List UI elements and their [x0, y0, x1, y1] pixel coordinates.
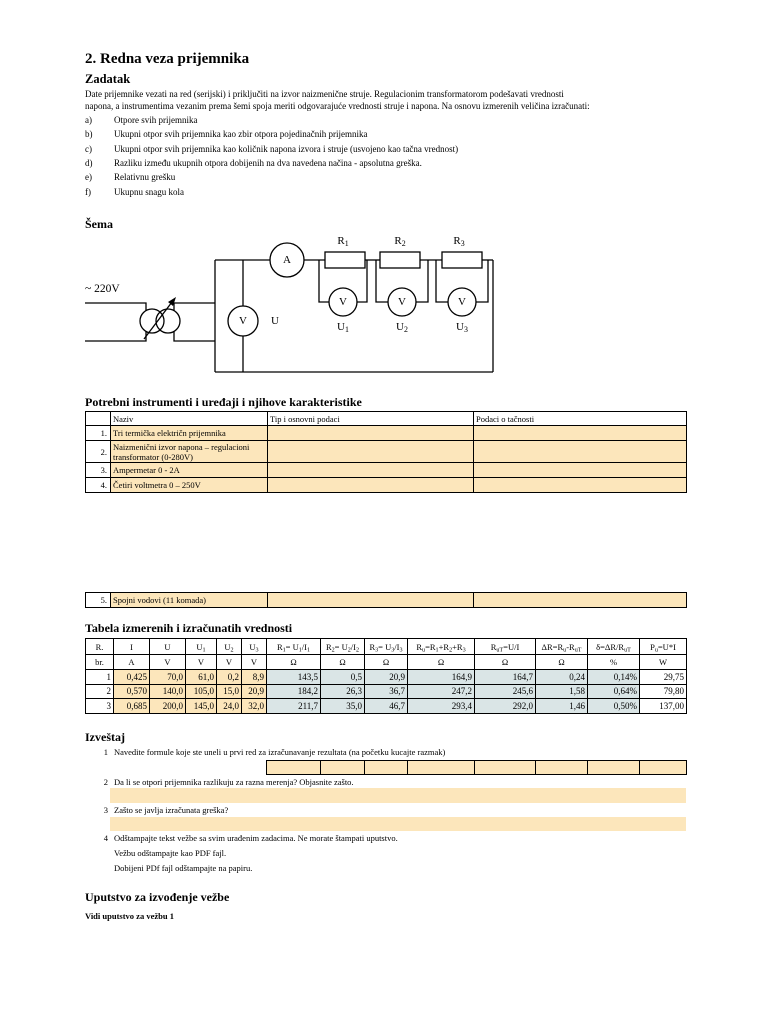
transformer-output-bottom	[174, 331, 215, 341]
task-item-text: Otpore svih prijemnika	[114, 115, 198, 125]
header-cell	[186, 639, 217, 655]
label-base: U	[396, 321, 404, 333]
table-row	[86, 426, 687, 441]
formula-input-cell[interactable]	[408, 761, 475, 775]
subscript: 3	[375, 647, 379, 654]
header-text: /I	[394, 641, 400, 652]
task-item-letter: c)	[85, 144, 92, 154]
label-subscript: 2	[404, 325, 408, 335]
measured-value-cell[interactable]: 0,570	[114, 684, 150, 699]
header-text: ΔR=R	[541, 641, 564, 652]
header-row-quantities	[86, 639, 687, 655]
label-subscript: 2	[401, 239, 406, 249]
voltage-u3-label	[452, 320, 472, 334]
calculated-value-cell: 46,7	[365, 699, 408, 714]
unit-cell: Ω	[365, 655, 408, 670]
formula-input-cell[interactable]	[475, 761, 536, 775]
subscript: uT	[496, 647, 504, 654]
report-item-number: 4	[103, 833, 108, 843]
calculated-value-cell: 0,5	[321, 670, 365, 685]
header-text: = U	[285, 641, 299, 652]
unit-cell: br.	[86, 655, 114, 670]
calculated-value-cell: 0,64%	[588, 684, 640, 699]
type-header-cell: Tip i osnovni podaci	[268, 412, 474, 426]
report-item-number: 3	[103, 805, 108, 815]
label-subscript: 3	[460, 239, 465, 249]
row-number-cell: 3	[86, 699, 114, 714]
transformer-output-top	[174, 303, 215, 311]
unit-cell: Ω	[408, 655, 475, 670]
task-item-letter: e)	[85, 172, 92, 182]
instrument-accuracy-cell[interactable]	[474, 426, 687, 441]
header-text: +R	[452, 641, 463, 652]
unit-cell: Ω	[321, 655, 365, 670]
table-row	[86, 670, 687, 685]
table-row	[86, 478, 687, 493]
measured-value-cell[interactable]: 32,0	[242, 699, 267, 714]
instrument-type-cell[interactable]	[268, 478, 474, 493]
resistor-r2-label	[390, 234, 410, 248]
power-value-cell: 137,00	[640, 699, 687, 714]
instrument-name-line: Ampermetar 0 - 2A	[113, 465, 180, 475]
header-text: R	[416, 641, 422, 652]
subscript: 2	[230, 647, 234, 654]
header-text: R	[490, 641, 497, 652]
report-question: Navedite formule koje ste uneli u prvi red za izračunavanje rezultata (na početku kucajte razmak)	[114, 747, 446, 757]
instruments-heading: Potrebni instrumenti i uređaji i njihove karakteristike	[85, 395, 362, 409]
header-cell	[536, 639, 588, 655]
calculated-value-cell: 0,50%	[588, 699, 640, 714]
header-text: P	[650, 641, 655, 652]
report-question: Zašto se javlja izračunata greška?	[114, 805, 229, 815]
task-item-text: Ukupnu snagu kola	[114, 187, 184, 197]
answer-row	[267, 761, 687, 775]
label-base: U	[337, 321, 345, 333]
formula-input-cell[interactable]	[365, 761, 408, 775]
measured-value-cell[interactable]: 15,0	[217, 684, 242, 699]
unit-cell: V	[217, 655, 242, 670]
calculated-value-cell: 26,3	[321, 684, 365, 699]
header-text: -R	[566, 641, 575, 652]
subscript: 3	[391, 647, 395, 654]
calculated-value-cell: 164,9	[408, 670, 475, 685]
header-text: =R	[425, 641, 436, 652]
task-intro-line-1: Date prijemnike vezati na red (serijski) i priključiti na izvor naizmenične struje. Regulacionim transformatorom podešavati vrednosti	[85, 89, 564, 99]
measurements-heading: Tabela izmerenih i izračunatih vrednosti	[85, 621, 293, 635]
label-base: R	[453, 235, 461, 247]
header-cell	[267, 639, 321, 655]
task-item-letter: d)	[85, 158, 93, 168]
accuracy-header-cell: Podaci o tačnosti	[474, 412, 687, 426]
instrument-type-cell[interactable]	[268, 593, 474, 608]
header-cell	[242, 639, 267, 655]
transformer-secondary-coil	[156, 309, 180, 333]
formula-answer-row	[266, 760, 687, 775]
header-cell	[588, 639, 640, 655]
source-wire-top	[85, 303, 146, 311]
table-row	[86, 684, 687, 699]
task-item-letter: b)	[85, 129, 93, 139]
task-item-letter: f)	[85, 187, 91, 197]
unit-cell: %	[588, 655, 640, 670]
row-number-cell: 5.	[86, 593, 111, 608]
voltage-u2-label	[392, 320, 412, 334]
label-subscript: 1	[344, 239, 349, 249]
measured-value-cell[interactable]: 200,0	[150, 699, 186, 714]
unit-cell: Ω	[475, 655, 536, 670]
voltmeter-u2-label: V	[398, 296, 406, 308]
table-row	[86, 699, 687, 714]
voltmeter-u1-wire	[319, 260, 329, 302]
instruments-table	[85, 411, 687, 493]
subscript: u	[563, 647, 567, 654]
instrument-accuracy-cell[interactable]	[474, 593, 687, 608]
calculated-value-cell: 211,7	[267, 699, 321, 714]
header-cell	[408, 639, 475, 655]
formula-input-cell[interactable]	[640, 761, 687, 775]
resistor-r3	[442, 252, 482, 268]
table-header-row	[86, 412, 687, 426]
measured-value-cell[interactable]: 61,0	[186, 670, 217, 685]
source-voltmeter-label: V	[239, 315, 247, 327]
measured-value-cell[interactable]: 8,9	[242, 670, 267, 685]
measured-value-cell[interactable]: 145,0	[186, 699, 217, 714]
calculated-value-cell: 36,7	[365, 684, 408, 699]
header-cell	[86, 639, 114, 655]
formula-input-cell[interactable]	[321, 761, 365, 775]
scheme-heading: Šema	[85, 217, 113, 231]
unit-cell: Ω	[267, 655, 321, 670]
voltmeter-u1-label: V	[339, 296, 347, 308]
report-instruction-line: Vežbu odštampajte kao PDF fajl.	[114, 848, 227, 858]
header-text: /I	[350, 641, 356, 652]
table-row	[86, 441, 687, 463]
task-heading: Zadatak	[85, 72, 131, 86]
number-header-cell	[86, 412, 111, 426]
header-cell	[365, 639, 408, 655]
row-number-cell: 1.	[86, 426, 111, 441]
header-text: U	[196, 641, 203, 652]
instrument-name-line: Tri termička električn prijemnika	[113, 428, 226, 438]
measured-value-cell[interactable]: 24,0	[217, 699, 242, 714]
report-item-number: 2	[103, 777, 108, 787]
subscript: 2	[449, 647, 453, 654]
row-number-cell: 2	[86, 684, 114, 699]
label-subscript: 1	[345, 325, 349, 335]
report-item-number: 1	[103, 747, 108, 757]
header-text: U	[249, 641, 256, 652]
header-text: R	[276, 641, 283, 652]
instrument-name-line: Naizmenični izvor napona – regulacioni	[113, 441, 250, 452]
report-instruction: Odštampajte tekst vežbe sa svim urađenim zadacima. Ne morate štampati uputstvo.	[114, 833, 398, 843]
row-number-cell: 4.	[86, 478, 111, 493]
resistor-r2	[380, 252, 420, 268]
header-cell	[114, 639, 150, 655]
voltage-u1-label	[333, 320, 353, 334]
instrument-accuracy-cell[interactable]	[474, 463, 687, 478]
label-base: R	[337, 235, 345, 247]
header-text: = U	[378, 641, 392, 652]
header-text: R	[369, 641, 376, 652]
unit-cell: V	[150, 655, 186, 670]
circuit-diagram	[80, 228, 500, 378]
resistor-r1-label	[333, 234, 353, 248]
row-number-cell: 2.	[86, 441, 111, 463]
voltmeter-u2-wire	[416, 260, 428, 302]
subscript: u	[422, 647, 426, 654]
instrument-accuracy-cell[interactable]	[474, 478, 687, 493]
calculated-value-cell: 245,6	[475, 684, 536, 699]
measured-value-cell[interactable]: 0,685	[114, 699, 150, 714]
instrument-name-line: transformator (0-280V)	[113, 451, 194, 462]
calculated-value-cell: 292,0	[475, 699, 536, 714]
header-text: =U/I	[503, 641, 520, 652]
instrument-type-cell[interactable]	[268, 463, 474, 478]
header-text: /I	[301, 641, 307, 652]
subscript: u	[654, 647, 658, 654]
calculated-value-cell: 1,58	[536, 684, 588, 699]
calculated-value-cell: 35,0	[321, 699, 365, 714]
calculated-value-cell: 0,14%	[588, 670, 640, 685]
subscript: 1	[307, 647, 311, 654]
task-item-text: Ukupni otpor svih prijemnika kao količnik napona izvora i struje (usvojeno kao tačna vrednost)	[114, 144, 459, 154]
subscript: 2	[331, 647, 335, 654]
measured-value-cell[interactable]: 140,0	[150, 684, 186, 699]
calculated-value-cell: 1,46	[536, 699, 588, 714]
subscript: uT	[574, 647, 582, 654]
task-item-letter: a)	[85, 115, 92, 125]
subscript: 2	[347, 647, 351, 654]
calculated-value-cell: 293,4	[408, 699, 475, 714]
label-base: U	[456, 321, 464, 333]
header-text: U	[164, 641, 171, 652]
header-text: I	[130, 641, 133, 652]
resistor-r3-label	[449, 234, 469, 248]
subscript: 3	[255, 647, 259, 654]
task-item-text: Razliku između ukupnih otpora dobijenih na dva navedena načina - apsolutna greška.	[114, 158, 422, 168]
unit-cell: Ω	[536, 655, 588, 670]
guide-heading: Uputstvo za izvođenje vežbe	[85, 890, 230, 904]
subscript: 1	[202, 647, 206, 654]
measured-value-cell[interactable]: 70,0	[150, 670, 186, 685]
subscript: 3	[399, 647, 403, 654]
subscript: 1	[435, 647, 439, 654]
instrument-type-cell[interactable]	[268, 426, 474, 441]
source-wire-bottom	[85, 331, 146, 341]
unit-cell: V	[186, 655, 217, 670]
row-number-cell: 1	[86, 670, 114, 685]
header-cell	[475, 639, 536, 655]
instruments-table-extra	[85, 592, 687, 608]
task-item-text: Relativnu grešku	[114, 172, 176, 182]
header-cell	[217, 639, 242, 655]
subscript: uT	[624, 647, 631, 654]
unit-cell: W	[640, 655, 687, 670]
calculated-value-cell: 143,5	[267, 670, 321, 685]
ammeter-label: A	[283, 254, 291, 266]
header-text: δ=ΔR/R	[596, 641, 625, 652]
header-text: +R	[438, 641, 450, 652]
calculated-value-cell: 20,9	[365, 670, 408, 685]
measurements-table	[85, 638, 687, 714]
subscript: 1	[298, 647, 302, 654]
measured-value-cell[interactable]: 20,9	[242, 684, 267, 699]
answer-band-2[interactable]	[110, 788, 686, 803]
task-item-text: Ukupni otpor svih prijemnika kao zbir otpora pojedinačnih prijemnika	[114, 129, 368, 139]
subscript: 3	[462, 647, 466, 654]
voltmeter-u3-label: V	[458, 296, 466, 308]
guide-note: Vidi uputstvo za vežbu 1	[85, 911, 174, 921]
header-text: = U	[334, 641, 348, 652]
subscript: 1	[282, 647, 286, 654]
instrument-name-line: Četiri voltmetra 0 – 250V	[113, 480, 201, 490]
header-cell	[640, 639, 687, 655]
row-number-cell: 3.	[86, 463, 111, 478]
label-subscript: 3	[464, 325, 468, 335]
header-text: R	[325, 641, 332, 652]
answer-band-3[interactable]	[110, 817, 686, 831]
instrument-name-cell[interactable]	[111, 463, 268, 478]
task-intro-line-2: napona, a instrumentima vezanim prema šemi spoja meriti odgovarajuće vrednosti struje i napona. Na osnovu izmerenih veličina izračunati:	[85, 101, 590, 111]
subscript: 2	[356, 647, 360, 654]
header-text: U	[224, 641, 231, 652]
header-text: R.	[95, 641, 104, 652]
formula-input-cell[interactable]	[588, 761, 640, 775]
resistor-r1	[325, 252, 365, 268]
name-header-cell: Naziv	[111, 412, 268, 426]
table-row	[86, 463, 687, 478]
calculated-value-cell: 247,2	[408, 684, 475, 699]
instrument-name-cell[interactable]	[111, 441, 268, 463]
instrument-accuracy-cell[interactable]	[474, 441, 687, 463]
header-cell	[150, 639, 186, 655]
source-label: ~ 220V	[85, 283, 120, 295]
measured-value-cell[interactable]: 0,425	[114, 670, 150, 685]
instrument-type-cell[interactable]	[268, 441, 474, 463]
power-value-cell: 79,80	[640, 684, 687, 699]
calculated-value-cell: 164,7	[475, 670, 536, 685]
header-row-units	[86, 655, 687, 670]
instrument-name-cell[interactable]: Spojni vodovi (11 komada)	[111, 593, 268, 608]
header-cell	[321, 639, 365, 655]
formula-input-cell[interactable]	[267, 761, 321, 775]
unit-cell: A	[114, 655, 150, 670]
instrument-name-cell[interactable]	[111, 478, 268, 493]
voltmeter-u2-wire	[376, 260, 388, 302]
power-value-cell: 29,75	[640, 670, 687, 685]
label-base: R	[394, 235, 402, 247]
source-voltage-label: U	[271, 315, 279, 327]
report-instruction-line: Dobijeni PDf fajl odštampajte na papiru.	[114, 863, 253, 873]
formula-input-cell[interactable]	[536, 761, 588, 775]
measurements-body	[86, 639, 687, 714]
calculated-value-cell: 184,2	[267, 684, 321, 699]
measured-value-cell[interactable]: 105,0	[186, 684, 217, 699]
table-row	[86, 593, 687, 608]
report-question: Da li se otpori prijemnika razlikuju za razna merenja? Objasnite zašto.	[114, 777, 354, 787]
unit-cell: V	[242, 655, 267, 670]
page-title: 2. Redna veza prijemnika	[85, 51, 250, 67]
header-text: =U*I	[657, 641, 676, 652]
report-heading: Izveštaj	[85, 730, 125, 744]
measured-value-cell[interactable]: 0,2	[217, 670, 242, 685]
instrument-name-cell[interactable]	[111, 426, 268, 441]
calculated-value-cell: 0,24	[536, 670, 588, 685]
